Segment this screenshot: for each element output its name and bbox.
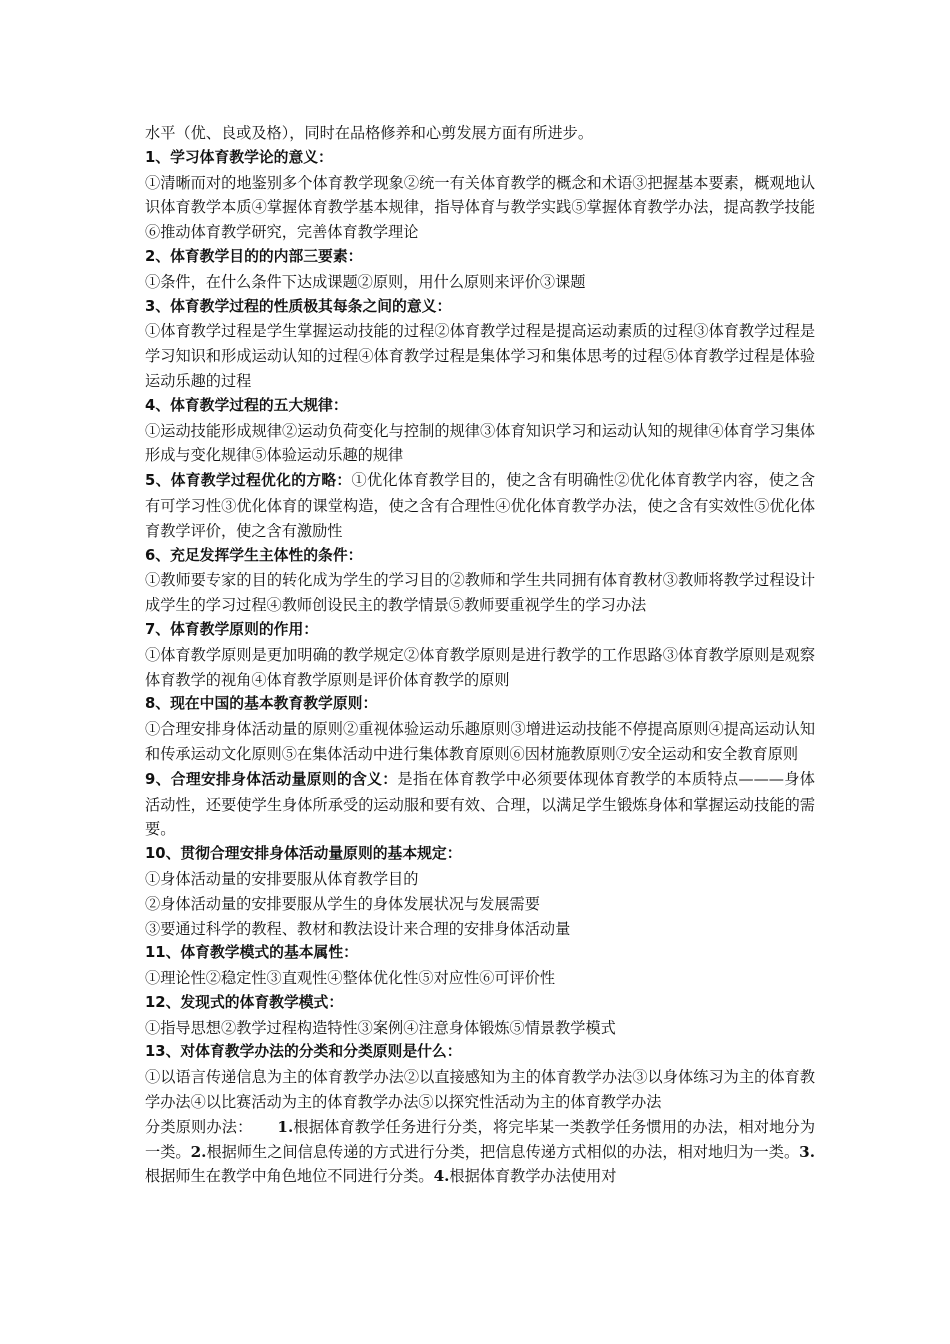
principle-text-4: 根据体育教学办法使用对 — [449, 1167, 617, 1186]
principle-num-1: 1. — [277, 1117, 294, 1136]
section-body-3: ①体育教学过程是学生掌握运动技能的过程②体育教学过程是提高运动素质的过程③体育教学过程是学习知识和形成运动认知的过程④体育教学过程是集体学习和集体思考的过程⑤体育教学过程是体验运动乐趣的过程 — [145, 322, 815, 390]
principle-text-3: 根据师生在教学中角色地位不同进行分类。 — [145, 1167, 434, 1186]
section-body-10-item-1: ①身体活动量的安排要服从体育教学目的 — [145, 869, 419, 888]
intro-paragraph: 水平（优、良或及格），同时在品格修养和心剪发展方面有所进步。 — [145, 124, 594, 142]
section-heading-11: 11、体育教学模式的基本属性： — [145, 944, 358, 962]
principle-num-4: 4. — [433, 1167, 450, 1186]
section-heading-5: 5、体育教学过程优化的方略： — [145, 472, 352, 490]
section-9 — [145, 767, 815, 842]
document-content — [145, 121, 815, 1189]
section-body-5: ①优化体育教学目的，使之含有明确性②优化体育教学内容，使之含有可学习性③优化体育的课堂构造，使之含有合理性④优化体育教学办法，使之含有实效性⑤优化体育教学评价，使之含有激励性 — [145, 471, 816, 540]
section-body-10-item-2: ②身体活动量的安排要服从学生的身体发展状况与发展需要 — [145, 894, 540, 913]
section-heading-6: 6、充足发挥学生主体性的条件： — [145, 546, 363, 564]
principle-num-2: 2. — [190, 1142, 207, 1161]
principle-text-1: 根据体育教学任务进行分类，将完毕某一类教学任务惯用的办法，相对地分为一类。 — [145, 1117, 816, 1161]
section-heading-4: 4、体育教学过程的五大规律： — [145, 396, 348, 414]
section-body-11: ①理论性②稳定性③直观性④整体优化性⑤对应性⑥可评价性 — [145, 969, 556, 988]
section-heading-7: 7、体育教学原则的作用： — [145, 620, 319, 638]
section-heading-3: 3、体育教学过程的性质极其每条之间的意义： — [145, 297, 452, 315]
section-body-1: ①清晰而对的地鉴别多个体育教学现象②统一有关体育教学的概念和术语③把握基本要素，概观地认识体育教学本质④掌握体育教学基本规律，指导体育与教学实践⑤掌握体育教学办法，提高教学技能⑥推动体育教学研究，完善体育教学理论 — [145, 173, 815, 242]
section-heading-12: 12、发现式的体育教学模式： — [145, 993, 344, 1011]
section-heading-13: 13、对体育教学办法的分类和分类原则是什么： — [145, 1043, 462, 1061]
section-body-4: ①运动技能形成规律②运动负荷变化与控制的规律③体育知识学习和运动认知的规律④体育学习集体形成与变化规律⑤体验运动乐趣的规律 — [145, 421, 815, 465]
section-body-7: ①体育教学原则是更加明确的教学规定②体育教学原则是进行教学的工作思路③体育教学原则是观察体育教学的视角④体育教学原则是评价体育教学的原则 — [145, 645, 815, 689]
section-body-2: ①条件，在什么条件下达成课题②原则，用什么原则来评价③课题 — [145, 272, 586, 291]
section-5 — [145, 468, 815, 543]
principle-text-2: 根据师生之间信息传递的方式进行分类，把信息传递方式相似的办法，相对地归为一类。 — [206, 1142, 800, 1161]
principle-num-3: 3. — [799, 1142, 816, 1161]
section-body-6: ①教师要专家的目的转化成为学生的学习目的②教师和学生共同拥有体育教材③教师将教学过程设计成学生的学习过程④教师创设民主的教学情景⑤教师要重视学生的学习办法 — [145, 571, 815, 615]
section-body-12: ①指导思想②教学过程构造特性③案例④注意身体锻炼⑤情景教学模式 — [145, 1018, 616, 1037]
section-body-10-item-3: ③要通过科学的教程、教材和教法设计来合理的安排身体活动量 — [145, 919, 571, 938]
section-heading-2: 2、体育教学目的的内部三要素： — [145, 247, 363, 265]
section-heading-1: 1、学习体育教学论的意义： — [145, 148, 333, 166]
principles-lead: 分类原则办法： — [145, 1117, 253, 1136]
section-heading-8: 8、现在中国的基本教育教学原则： — [145, 695, 378, 713]
section-body-9: 是指在体育教学中必须要体现体育教学的本质特点———身体活动性，还要使学生身体所承受的运动服和要有效、合理，以满足学生锻炼身体和掌握运动技能的需要。 — [145, 769, 815, 839]
classification-principles — [145, 1115, 815, 1189]
section-heading-9: 9、合理安排身体活动量原则的含义： — [145, 770, 398, 788]
section-body-13: ①以语言传递信息为主的体育教学办法②以直接感知为主的体育教学办法③以身体练习为主的体育教学办法④以比赛活动为主的体育教学办法⑤以探究性活动为主的体育教学办法 — [145, 1068, 815, 1112]
section-body-8: ①合理安排身体活动量的原则②重视体验运动乐趣原则③增进运动技能不停提高原则④提高运动认知和传承运动文化原则⑤在集体活动中进行集体教育原则⑥因材施教原则⑦安全运动和安全教育原则 — [145, 720, 815, 763]
section-heading-10: 10、贯彻合理安排身体活动量原则的基本规定： — [145, 845, 462, 863]
